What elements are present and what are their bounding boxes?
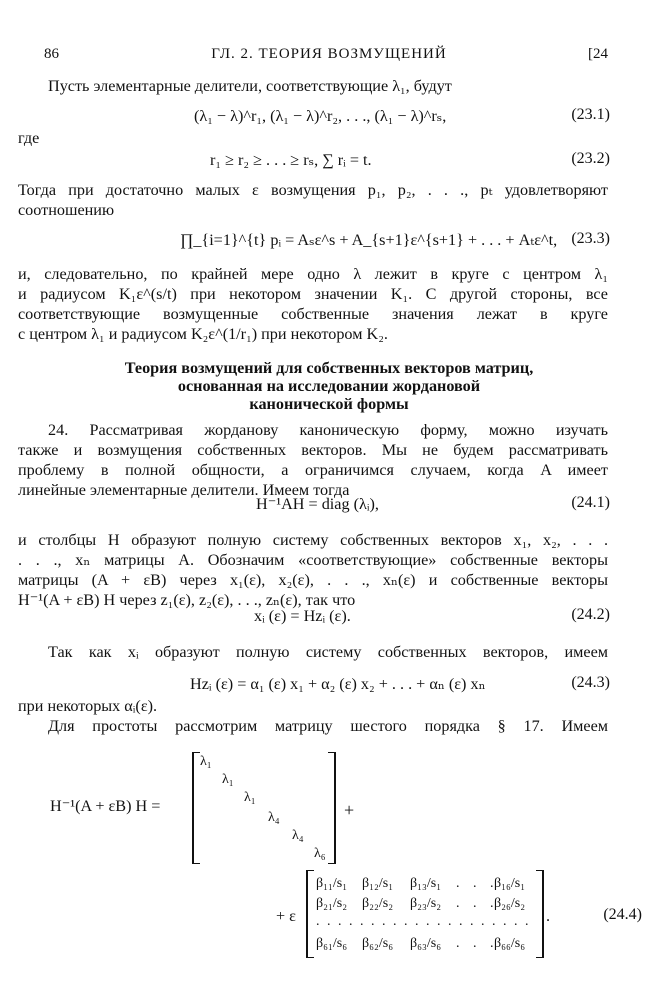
beta-cell: β₂₁/s₂ xyxy=(316,896,348,911)
equation-number: (24.3) xyxy=(571,674,610,691)
paragraph-line: Так как xᵢ образуют полную систему собственных векторов, имеем xyxy=(48,643,608,661)
paragraph-line: H⁻¹(A + εB) H через z₁(ε), z₂(ε), . . ., zₙ(ε), так что xyxy=(18,591,356,609)
equation-number: (24.1) xyxy=(571,494,610,511)
paragraph-line: . . ., xₙ матрицы A. Обозначим «соответствующие» собственные векторы xyxy=(18,551,608,569)
paragraph-line: где xyxy=(18,129,40,147)
paragraph-line: и, следовательно, по крайней мере одно λ лежит в круге с центром λ₁ xyxy=(18,265,608,283)
paragraph-line: проблему в полной общности, а ограничимся случаем, когда A имеет xyxy=(18,461,608,479)
equation-number: (23.3) xyxy=(571,230,610,247)
equation-23-1: (λ₁ − λ)^r₁, (λ₁ − λ)^r₂, . . ., (λ₁ − λ)^rₛ, xyxy=(194,107,447,125)
equation-24-1: H⁻¹AH = diag (λᵢ), xyxy=(256,495,379,513)
beta-cell: β₁₃/s₁ xyxy=(410,876,442,891)
beta-cell: β₁₁/s₁ xyxy=(316,876,348,891)
equation-24-2: xᵢ (ε) = Hzᵢ (ε). xyxy=(254,607,351,625)
paragraph-line: Пусть элементарные делители, соответствующие λ₁, будут xyxy=(48,77,452,95)
paragraph-line: и столбцы H образуют полную систему собственных векторов x₁, x₂, . . . xyxy=(18,531,608,549)
beta-cell: β₆₁/s₆ xyxy=(316,936,348,951)
diag-entry: λ₄ xyxy=(268,810,280,825)
diag-entry: λ₆ xyxy=(314,846,326,861)
beta-cell: β₆₃/s₆ xyxy=(410,936,442,951)
paragraph-line: с центром λ₁ и радиусом K₂ε^(1/r₁) при некотором K₂. xyxy=(18,325,388,343)
running-title: ГЛ. 2. ТЕОРИЯ ВОЗМУЩЕНИЙ xyxy=(211,46,447,62)
matrix-bracket-right xyxy=(536,870,544,958)
equation-number: (24.4) xyxy=(603,906,642,923)
beta-dots-row: . . . . . . . . . . . . . . . . . . . . xyxy=(316,914,531,929)
final-period: . xyxy=(546,907,551,925)
beta-cell: β₆₆/s₆ xyxy=(494,936,526,951)
paragraph-line: матрицы (A + εB) через x₁(ε), x₂(ε), . . ., xₙ(ε) и собственные векторы xyxy=(18,571,608,589)
paragraph-line: при некоторых αᵢ(ε). xyxy=(18,697,158,715)
beta-cell: . . . xyxy=(456,936,499,951)
paragraph-line: 24. Рассматривая жорданову каноническую форму, можно изучать xyxy=(48,421,608,439)
page-number: 86 xyxy=(44,46,59,62)
beta-cell: β₂₆/s₂ xyxy=(494,896,526,911)
matrix-bracket-left xyxy=(192,752,200,864)
beta-cell: . . . xyxy=(456,896,499,911)
plus-sign: + xyxy=(344,800,355,820)
beta-cell: β₁₂/s₁ xyxy=(362,876,394,891)
section-heading-line: основанная на исследовании жордановой xyxy=(177,377,481,395)
paragraph-line: Тогда при достаточно малых ε возмущения p₁, p₂, . . ., pₜ удовлетворяют xyxy=(18,181,608,199)
matrix-bracket-left xyxy=(306,870,314,958)
diag-entry: λ₁ xyxy=(244,790,256,805)
diag-entry: λ₁ xyxy=(222,772,234,787)
equation-24-3: Hzᵢ (ε) = α₁ (ε) x₁ + α₂ (ε) x₂ + . . . + αₙ (ε) xₙ xyxy=(190,675,486,693)
beta-cell: β₁₆/s₁ xyxy=(494,876,526,891)
paragraph-line: Для простоты рассмотрим матрицу шестого порядка § 17. Имеем xyxy=(48,717,608,735)
equation-24-4-lhs: H⁻¹(A + εB) H = xyxy=(50,797,161,815)
section-heading-line: Теория возмущений для собственных векторов матриц, xyxy=(124,359,534,377)
equation-number: (23.1) xyxy=(571,106,610,123)
epsilon-plus: + ε xyxy=(276,907,296,925)
section-heading-line: канонической формы xyxy=(249,395,409,413)
equation-number: (23.2) xyxy=(571,150,610,167)
paragraph-line: линейные элементарные делители. Имеем тогда xyxy=(18,481,350,499)
matrix-bracket-right xyxy=(328,752,336,864)
paragraph-line: соотношению xyxy=(18,201,115,219)
beta-cell: . . . xyxy=(456,876,499,891)
section-ref: [24 xyxy=(588,46,608,62)
beta-cell: β₂₂/s₂ xyxy=(362,896,394,911)
equation-number: (24.2) xyxy=(571,606,610,623)
beta-cell: β₆₂/s₆ xyxy=(362,936,394,951)
diag-entry: λ₄ xyxy=(292,828,304,843)
beta-cell: β₂₃/s₂ xyxy=(410,896,442,911)
diag-entry: λ₁ xyxy=(200,754,212,769)
paragraph-line: также и возмущения собственных векторов. Мы не будем рассматривать xyxy=(18,441,608,459)
equation-23-3: ∏_{i=1}^{t} pᵢ = Aₛε^s + A_{s+1}ε^{s+1} + . . . + Aₜε^t, xyxy=(180,231,558,249)
equation-23-2: r₁ ≥ r₂ ≥ . . . ≥ rₛ, ∑ rᵢ = t. xyxy=(210,151,372,169)
paragraph-line: соответствующие возмущенные собственные значения лежат в круге xyxy=(18,305,608,323)
paragraph-line: и радиусом K₁ε^(s/t) при некотором значении K₁. С другой стороны, все xyxy=(18,285,608,303)
